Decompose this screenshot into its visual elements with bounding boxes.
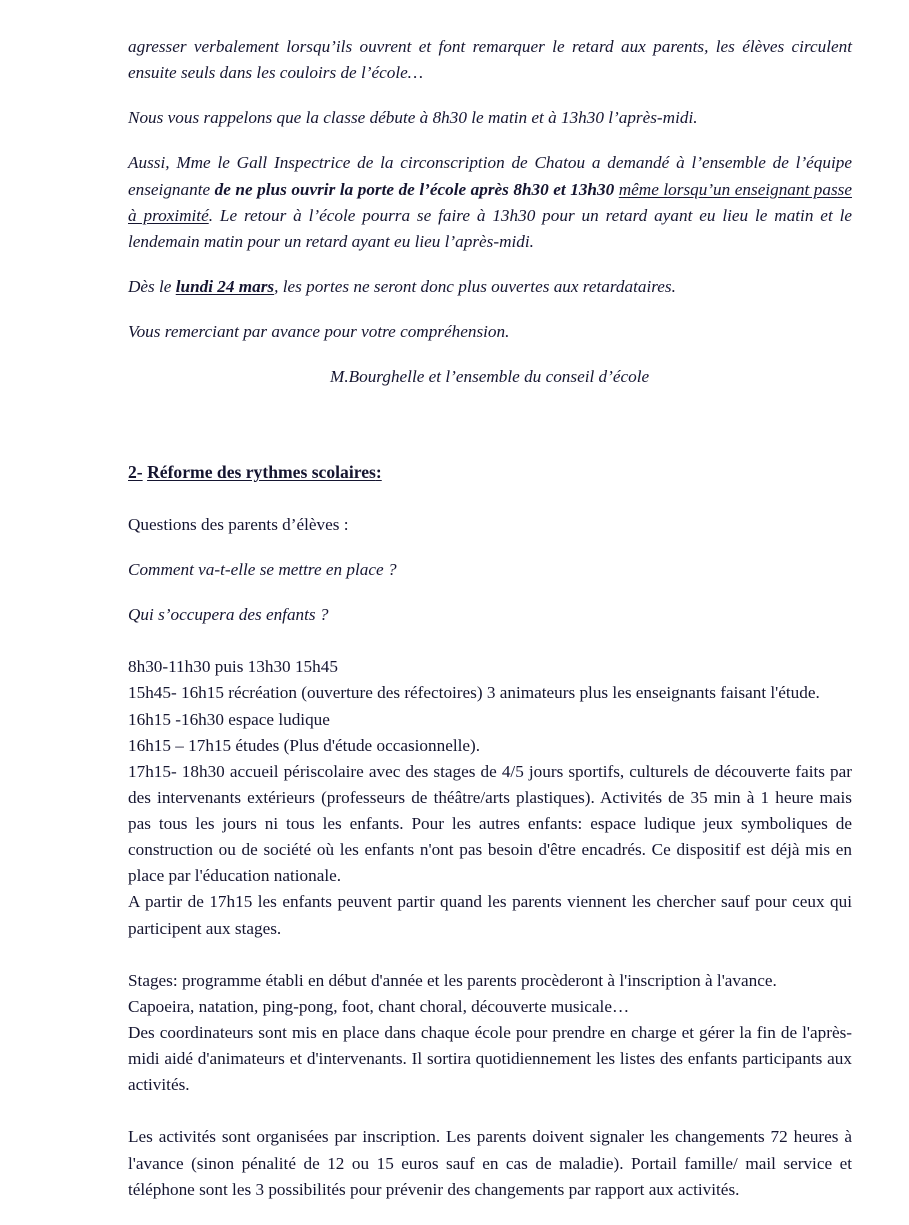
spacer xyxy=(128,942,852,955)
schedule-line: 8h30-11h30 puis 13h30 15h45 xyxy=(128,657,338,677)
spacer xyxy=(128,345,852,364)
paragraph-remerciement: Vous remerciant par avance pour votre compréhension. xyxy=(128,322,510,342)
question-comment: Comment va-t-elle se mettre en place ? xyxy=(128,559,397,579)
spacer xyxy=(128,131,852,150)
spacer xyxy=(128,628,852,654)
date-highlight: lundi 24 mars xyxy=(175,276,275,296)
consigne-part-2: . Le retour à l’école pourra se faire à 13h30 pour un retard ayant eu lieu le matin et le lendemain matin pour un retard ayant eu lieu l’après-midi. xyxy=(128,205,853,251)
section-heading-reforme xyxy=(128,459,852,485)
paragraph-rappel-horaires: Nous vous rappelons que la classe débute à 8h30 le matin et à 13h30 l’après-midi. xyxy=(128,108,698,128)
spacer xyxy=(128,446,852,459)
paragraph-depart-enfants: A partir de 17h15 les enfants peuvent partir quand les parents viennent les chercher sauf pour ceux qui participent aux stages. xyxy=(128,892,852,938)
paragraph-consigne-portes xyxy=(128,150,852,255)
spacer xyxy=(128,955,852,968)
spacer xyxy=(128,255,852,274)
spacer xyxy=(128,300,852,319)
schedule-block xyxy=(128,654,852,759)
consigne-part-1: Aussi, Mme le Gall Inspectrice de la circonscription de Chatou a demandé à l’ensemble de l’équipe enseignante xyxy=(128,153,852,199)
paragraph-stages: Stages: programme établi en début d'année et les parents procèderont à l'inscription à l'avance. xyxy=(128,970,777,990)
spacer xyxy=(128,86,852,105)
paragraph-questions-intro: Questions des parents d’élèves : xyxy=(128,514,349,534)
spacer xyxy=(128,1098,852,1111)
heading-title: Réforme des rythmes scolaires xyxy=(147,462,376,483)
heading-colon: : xyxy=(375,462,382,483)
schedule-line: 16h15 -16h30 espace ludique xyxy=(128,709,330,729)
date-part-2: , les portes ne seront donc plus ouvertes aux retardataires. xyxy=(274,276,676,296)
paragraph-coordinateurs: Des coordinateurs sont mis en place dans chaque école pour prendre en charge et gérer la fin de l'après-midi aidé d'animateurs et d'intervenants. Il sortira quotidiennement les listes des enfants participants aux activités. xyxy=(128,1023,852,1095)
spacer xyxy=(128,390,852,446)
paragraph-activites-liste: Capoeira, natation, ping-pong, foot, chant choral, découverte musicale… xyxy=(128,996,630,1016)
paragraph-periscolaire: 17h15- 18h30 accueil périscolaire avec des stages de 4/5 jours sportifs, culturels de découverte faits par des intervenants extérieurs (professeurs de théâtre/arts plastiques). Activités de 35 min à 1 heure mais pas tous les jours ni tous les enfants. Pour les autres enfants: espace ludique jeux symboliques de construction ou de société où les enfants n'ont pas besoin d'être encadrés. Ce dispositif est déjà mis en place par l'éducation nationale. xyxy=(128,761,852,886)
signature-line: M.Bourghelle et l’ensemble du conseil d’école xyxy=(330,367,650,387)
paragraph-date-application xyxy=(128,274,852,300)
consigne-bold-clause: de ne plus ouvrir la porte de l’école après 8h30 et 13h30 xyxy=(214,179,615,199)
date-part-1: Dès le xyxy=(128,276,176,296)
spacer xyxy=(128,1111,852,1124)
paragraph-inscription-activites: Les activités sont organisées par inscription. Les parents doivent signaler les changements 72 heures à l'avance (sinon pénalité de 12 ou 15 euros sauf en cas de maladie). Portail famille/ mail service et téléphone sont les 3 possibilités pour prévenir des changements par rapport aux activités. xyxy=(128,1127,852,1199)
document-body xyxy=(128,34,852,1203)
schedule-line: 15h45- 16h15 récréation (ouverture des réfectoires) 3 animateurs plus les enseignants faisant l'étude. xyxy=(128,683,820,703)
spacer xyxy=(128,583,852,602)
question-qui: Qui s’occupera des enfants ? xyxy=(128,605,329,625)
heading-number: 2- xyxy=(128,462,143,483)
spacer xyxy=(128,486,852,512)
spacer xyxy=(128,538,852,557)
paragraph-intro: agresser verbalement lorsqu’ils ouvrent et font remarquer le retard aux parents, les élèves circulent ensuite seuls dans les couloirs de l’école… xyxy=(128,37,852,83)
consigne-underlined-clause: même lorsqu’un enseignant passe à proximité xyxy=(128,179,852,225)
schedule-line: 16h15 – 17h15 études (Plus d'étude occasionnelle). xyxy=(128,735,481,755)
